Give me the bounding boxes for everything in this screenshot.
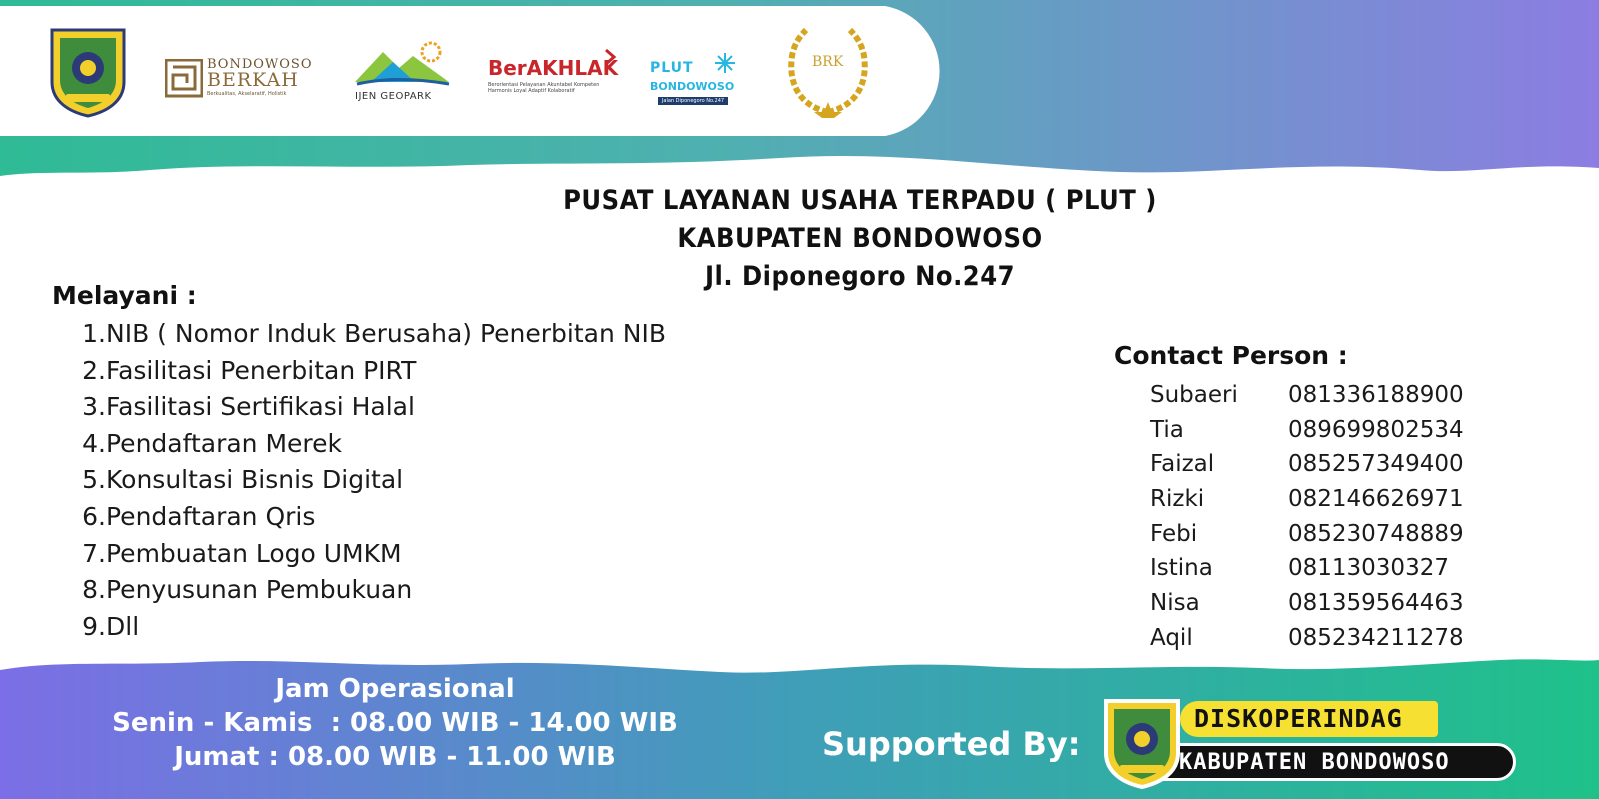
hours-line1: Senin - Kamis : 08.00 WIB - 14.00 WIB (112, 708, 678, 738)
title-line1: PUSAT LAYANAN USAHA TERPADU ( PLUT ) (563, 185, 1157, 216)
berakhlak-logo (488, 56, 618, 96)
list-item: 8.Penyusunan Pembukuan (82, 575, 413, 605)
bondowoso-berkah-logo (165, 57, 313, 101)
plut-line2: BONDOWOSO (650, 80, 735, 93)
contact-row: Rizki 082146626971 (1150, 486, 1464, 513)
list-item: 5.Konsultasi Bisnis Digital (82, 465, 404, 495)
ijen-label: IJEN GEOPARK (355, 91, 432, 102)
berakhlak-label: BerAKHLAK (488, 56, 619, 80)
berkah-line2: BERKAH (207, 69, 299, 91)
contact-heading: Contact Person : (1114, 341, 1348, 370)
hours-line2: Jumat : 08.00 WIB - 11.00 WIB (174, 742, 616, 772)
hours-heading: Jam Operasional (275, 674, 515, 704)
contact-row: Faizal 085257349400 (1150, 451, 1464, 478)
berakhlak-tagline2: Harmonis Loyal Adaptif Kolaboratif (488, 88, 575, 94)
berakhlak-tagline1: Berorientasi Pelayanan Akuntabel Kompeten (488, 82, 600, 88)
list-item: 4.Pendaftaran Merek (82, 428, 343, 458)
bondowoso-emblem-icon (1100, 695, 1184, 789)
page-title (540, 182, 1180, 296)
plut-line3: Jalan Diponegoro No.247 (658, 97, 728, 105)
dinas-line2: KABUPATEN BONDOWOSO (1156, 743, 1516, 781)
mountain-icon (353, 38, 453, 90)
list-item: 2.Fasilitasi Penerbitan PIRT (82, 355, 417, 385)
contact-row: Nisa 081359564463 (1150, 590, 1464, 617)
plut-bondowoso-logo (650, 52, 745, 110)
services-list (60, 316, 666, 645)
contact-row: Febi 085230748889 (1150, 520, 1464, 547)
list-item: 7.Pembuatan Logo UMKM (82, 538, 402, 568)
title-line2: KABUPATEN BONDOWOSO (677, 223, 1043, 254)
title-line3: Jl. Diponegoro No.247 (704, 261, 1016, 292)
list-item: 1.NIB ( Nomor Induk Berusaha) Penerbitan NIB (82, 319, 666, 348)
snowflake-icon (714, 52, 736, 74)
brk-logo (782, 26, 874, 120)
list-item: 9.Dll (82, 611, 140, 641)
contact-row: Subaeri 081336188900 (1150, 382, 1464, 408)
maze-icon (165, 59, 203, 99)
supported-label: Supported By: (822, 725, 1081, 763)
contact-row: Tia 089699802534 (1150, 416, 1464, 443)
contact-row: Istina 08113030327 (1150, 555, 1449, 582)
berkah-tagline: Berkualitas, Akselaratif, Holistik (207, 91, 287, 97)
plut-line1: PLUT (650, 60, 694, 76)
chevron-right-icon (604, 48, 618, 66)
services-heading: Melayani : (52, 281, 197, 310)
dinas-line1: DISKOPERINDAG (1180, 701, 1438, 737)
ijen-geopark-logo (353, 38, 453, 106)
berkah-line1: BONDOWOSO (207, 57, 313, 72)
brk-label: BRK (812, 54, 844, 70)
contact-row: Aqil 085234211278 (1150, 624, 1464, 651)
bondowoso-emblem-icon (46, 24, 130, 118)
operating-hours (110, 672, 680, 774)
list-item: 3.Fasilitasi Sertifikasi Halal (82, 392, 415, 422)
diskoperindag-logo (1100, 695, 1520, 795)
contact-list (1150, 378, 1480, 656)
list-item: 6.Pendaftaran Qris (82, 501, 316, 531)
laurel-wreath-icon (782, 26, 874, 120)
